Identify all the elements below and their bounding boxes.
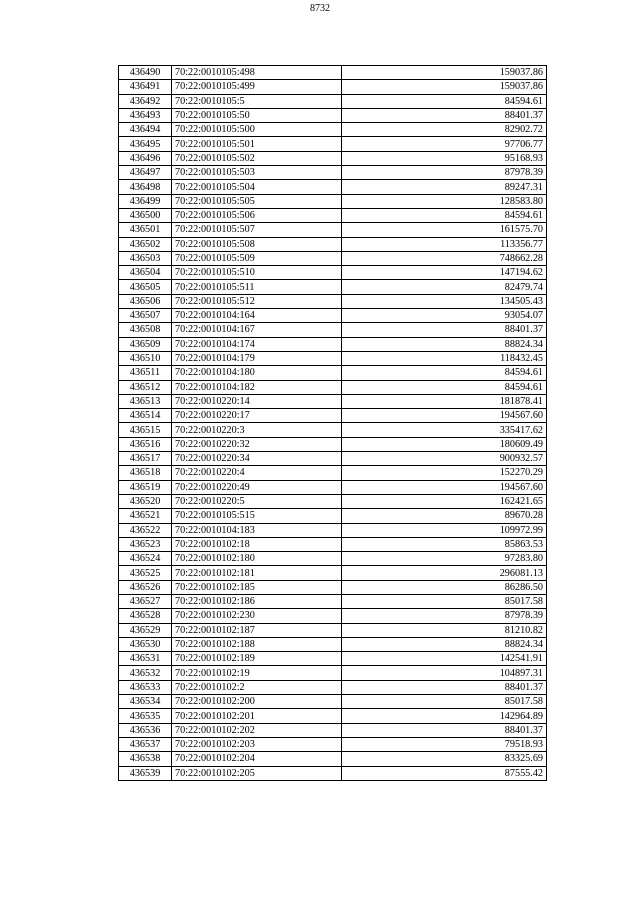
cadastral-number-cell: 70:22:0010104:179 [172,351,342,365]
cadastral-value-cell: 87978.39 [342,609,547,623]
table-row [119,280,547,294]
cadastral-number-cell: 70:22:0010220:14 [172,394,342,408]
cadastral-number-cell: 70:22:0010102:187 [172,623,342,637]
row-number-cell: 436511 [119,366,172,380]
cadastral-value-cell: 194567.60 [342,480,547,494]
row-number-cell: 436502 [119,237,172,251]
row-number-cell: 436494 [119,123,172,137]
table-row [119,409,547,423]
cadastral-value-cell: 142964.89 [342,709,547,723]
cadastral-number-cell: 70:22:0010105:511 [172,280,342,294]
cadastral-number-cell: 70:22:0010105:498 [172,66,342,80]
cadastral-value-cell: 194567.60 [342,409,547,423]
table-row [119,394,547,408]
row-number-cell: 436496 [119,151,172,165]
table-row [119,709,547,723]
cadastral-value-cell: 85863.53 [342,537,547,551]
table-row [119,66,547,80]
table-row [119,566,547,580]
table-row [119,480,547,494]
table-row [119,137,547,151]
table-row [119,366,547,380]
row-number-cell: 436531 [119,652,172,666]
table-row [119,523,547,537]
cadastral-number-cell: 70:22:0010220:4 [172,466,342,480]
row-number-cell: 436523 [119,537,172,551]
cadastral-number-cell: 70:22:0010220:49 [172,480,342,494]
cadastral-number-cell: 70:22:0010105:507 [172,223,342,237]
table-row [119,351,547,365]
cadastral-value-cell: 85017.58 [342,695,547,709]
row-number-cell: 436512 [119,380,172,394]
table-row [119,666,547,680]
cadastral-value-cell: 87555.42 [342,766,547,780]
cadastral-value-cell: 88824.34 [342,337,547,351]
table-row [119,695,547,709]
cadastral-value-cell: 87978.39 [342,166,547,180]
row-number-cell: 436491 [119,80,172,94]
table-row [119,380,547,394]
table-row [119,737,547,751]
table-row [119,652,547,666]
table-row [119,494,547,508]
cadastral-number-cell: 70:22:0010105:512 [172,294,342,308]
row-number-cell: 436532 [119,666,172,680]
cadastral-value-cell: 748662.28 [342,251,547,265]
cadastral-number-cell: 70:22:0010102:186 [172,594,342,608]
cadastral-value-cell: 97706.77 [342,137,547,151]
row-number-cell: 436521 [119,509,172,523]
cadastral-value-cell: 84594.61 [342,366,547,380]
row-number-cell: 436498 [119,180,172,194]
cadastral-number-cell: 70:22:0010105:5 [172,94,342,108]
cadastral-number-cell: 70:22:0010105:501 [172,137,342,151]
cadastral-number-cell: 70:22:0010102:185 [172,580,342,594]
cadastral-number-cell: 70:22:0010102:19 [172,666,342,680]
table-row [119,623,547,637]
cadastral-value-cell: 134505.43 [342,294,547,308]
row-number-cell: 436538 [119,752,172,766]
row-number-cell: 436522 [119,523,172,537]
cadastral-value-cell: 88401.37 [342,723,547,737]
row-number-cell: 436524 [119,552,172,566]
cadastral-number-cell: 70:22:0010220:34 [172,452,342,466]
cadastral-value-cell: 900932.57 [342,452,547,466]
cadastral-number-cell: 70:22:0010104:167 [172,323,342,337]
row-number-cell: 436535 [119,709,172,723]
cadastral-number-cell: 70:22:0010102:202 [172,723,342,737]
cadastral-value-cell: 296081.13 [342,566,547,580]
cadastral-number-cell: 70:22:0010102:205 [172,766,342,780]
cadastral-value-cell: 88401.37 [342,680,547,694]
cadastral-value-cell: 159037.86 [342,66,547,80]
cadastral-number-cell: 70:22:0010102:181 [172,566,342,580]
row-number-cell: 436534 [119,695,172,709]
table-row [119,166,547,180]
cadastral-value-cell: 113356.77 [342,237,547,251]
cadastral-value-cell: 162421.65 [342,494,547,508]
cadastral-number-cell: 70:22:0010220:5 [172,494,342,508]
table-row [119,208,547,222]
cadastral-value-cell: 88401.37 [342,108,547,122]
cadastral-number-cell: 70:22:0010104:180 [172,366,342,380]
table-row [119,437,547,451]
cadastral-number-cell: 70:22:0010102:189 [172,652,342,666]
cadastral-value-cell: 89247.31 [342,180,547,194]
table-row [119,123,547,137]
cadastral-value-cell: 104897.31 [342,666,547,680]
row-number-cell: 436515 [119,423,172,437]
row-number-cell: 436503 [119,251,172,265]
row-number-cell: 436510 [119,351,172,365]
table-row [119,580,547,594]
cadastral-value-cell: 180609.49 [342,437,547,451]
cadastral-number-cell: 70:22:0010220:3 [172,423,342,437]
cadastral-number-cell: 70:22:0010104:182 [172,380,342,394]
row-number-cell: 436526 [119,580,172,594]
table-row [119,80,547,94]
row-number-cell: 436508 [119,323,172,337]
table-row [119,337,547,351]
cadastral-value-cell: 89670.28 [342,509,547,523]
table-row [119,637,547,651]
cadastral-value-cell: 84594.61 [342,380,547,394]
table-row [119,251,547,265]
row-number-cell: 436513 [119,394,172,408]
row-number-cell: 436505 [119,280,172,294]
cadastral-value-table [118,65,547,781]
row-number-cell: 436536 [119,723,172,737]
row-number-cell: 436528 [119,609,172,623]
table-row [119,452,547,466]
table-row [119,94,547,108]
cadastral-number-cell: 70:22:0010105:515 [172,509,342,523]
table-row [119,108,547,122]
row-number-cell: 436519 [119,480,172,494]
row-number-cell: 436539 [119,766,172,780]
cadastral-value-cell: 88824.34 [342,637,547,651]
cadastral-number-cell: 70:22:0010102:200 [172,695,342,709]
row-number-cell: 436492 [119,94,172,108]
cadastral-value-cell: 95168.93 [342,151,547,165]
cadastral-number-cell: 70:22:0010102:188 [172,637,342,651]
cadastral-value-cell: 109972.99 [342,523,547,537]
row-number-cell: 436509 [119,337,172,351]
row-number-cell: 436527 [119,594,172,608]
cadastral-value-cell: 86286.50 [342,580,547,594]
cadastral-number-cell: 70:22:0010220:32 [172,437,342,451]
row-number-cell: 436506 [119,294,172,308]
cadastral-value-cell: 83325.69 [342,752,547,766]
cadastral-number-cell: 70:22:0010104:174 [172,337,342,351]
cadastral-value-cell: 97283.80 [342,552,547,566]
row-number-cell: 436495 [119,137,172,151]
row-number-cell: 436507 [119,309,172,323]
cadastral-number-cell: 70:22:0010105:504 [172,180,342,194]
row-number-cell: 436537 [119,737,172,751]
table-body [119,66,547,781]
table-row [119,151,547,165]
cadastral-value-cell: 147194.62 [342,266,547,280]
row-number-cell: 436504 [119,266,172,280]
cadastral-number-cell: 70:22:0010102:203 [172,737,342,751]
cadastral-number-cell: 70:22:0010105:509 [172,251,342,265]
cadastral-number-cell: 70:22:0010105:500 [172,123,342,137]
table-row [119,266,547,280]
cadastral-number-cell: 70:22:0010102:230 [172,609,342,623]
cadastral-number-cell: 70:22:0010102:201 [172,709,342,723]
cadastral-number-cell: 70:22:0010104:164 [172,309,342,323]
cadastral-number-cell: 70:22:0010105:506 [172,208,342,222]
row-number-cell: 436516 [119,437,172,451]
cadastral-number-cell: 70:22:0010105:508 [172,237,342,251]
row-number-cell: 436529 [119,623,172,637]
cadastral-value-cell: 152270.29 [342,466,547,480]
cadastral-value-cell: 88401.37 [342,323,547,337]
row-number-cell: 436499 [119,194,172,208]
cadastral-value-cell: 93054.07 [342,309,547,323]
row-number-cell: 436493 [119,108,172,122]
cadastral-value-cell: 142541.91 [342,652,547,666]
table-row [119,180,547,194]
row-number-cell: 436518 [119,466,172,480]
cadastral-number-cell: 70:22:0010105:499 [172,80,342,94]
cadastral-number-cell: 70:22:0010105:505 [172,194,342,208]
table-row [119,323,547,337]
table-row [119,552,547,566]
row-number-cell: 436517 [119,452,172,466]
cadastral-value-cell: 128583.80 [342,194,547,208]
cadastral-value-cell: 161575.70 [342,223,547,237]
row-number-cell: 436490 [119,66,172,80]
table-row [119,723,547,737]
cadastral-value-cell: 159037.86 [342,80,547,94]
row-number-cell: 436520 [119,494,172,508]
cadastral-number-cell: 70:22:0010105:50 [172,108,342,122]
table-row [119,237,547,251]
cadastral-value-cell: 335417.62 [342,423,547,437]
cadastral-number-cell: 70:22:0010105:503 [172,166,342,180]
table-row [119,766,547,780]
cadastral-number-cell: 70:22:0010105:510 [172,266,342,280]
cadastral-value-cell: 81210.82 [342,623,547,637]
row-number-cell: 436501 [119,223,172,237]
cadastral-number-cell: 70:22:0010102:204 [172,752,342,766]
cadastral-value-cell: 84594.61 [342,208,547,222]
row-number-cell: 436525 [119,566,172,580]
table-row [119,594,547,608]
table-row [119,309,547,323]
cadastral-value-cell: 181878.41 [342,394,547,408]
page-number: 8732 [310,3,330,14]
table-row [119,423,547,437]
cadastral-number-cell: 70:22:0010102:18 [172,537,342,551]
table-row [119,509,547,523]
cadastral-number-cell: 70:22:0010105:502 [172,151,342,165]
cadastral-number-cell: 70:22:0010220:17 [172,409,342,423]
table-row [119,537,547,551]
table-row [119,223,547,237]
table-row [119,752,547,766]
cadastral-number-cell: 70:22:0010102:2 [172,680,342,694]
cadastral-value-cell: 85017.58 [342,594,547,608]
row-number-cell: 436533 [119,680,172,694]
table-row [119,194,547,208]
cadastral-value-cell: 82902.72 [342,123,547,137]
cadastral-number-cell: 70:22:0010102:180 [172,552,342,566]
row-number-cell: 436500 [119,208,172,222]
table-row [119,609,547,623]
table-row [119,294,547,308]
cadastral-value-cell: 84594.61 [342,94,547,108]
row-number-cell: 436514 [119,409,172,423]
cadastral-value-cell: 79518.93 [342,737,547,751]
table-row [119,466,547,480]
cadastral-value-cell: 118432.45 [342,351,547,365]
cadastral-value-cell: 82479.74 [342,280,547,294]
row-number-cell: 436497 [119,166,172,180]
row-number-cell: 436530 [119,637,172,651]
cadastral-number-cell: 70:22:0010104:183 [172,523,342,537]
table-row [119,680,547,694]
